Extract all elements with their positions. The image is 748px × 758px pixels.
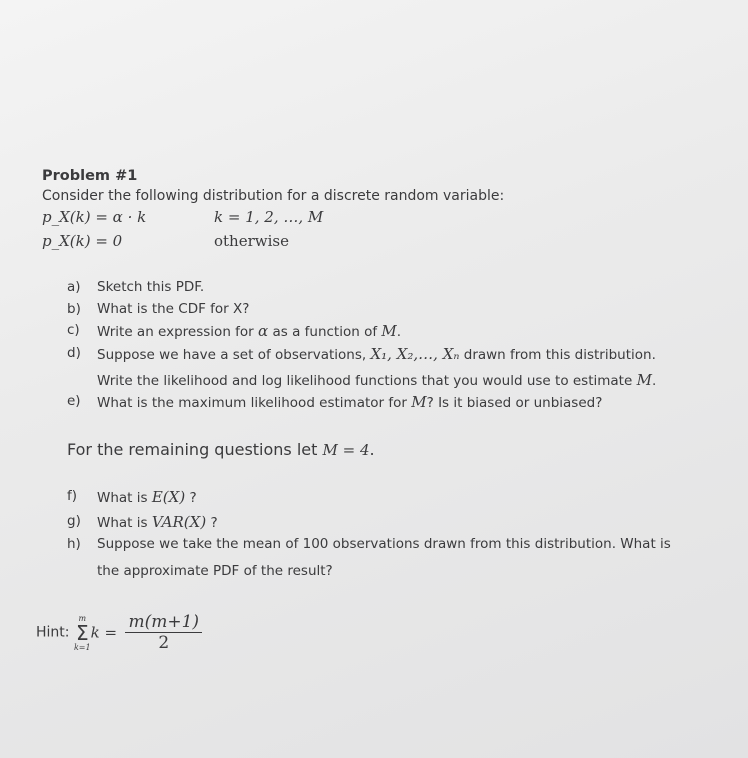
hint-label: Hint: <box>36 624 70 641</box>
question-text-cont: Write the likelihood and log likelihood functions that you would use to estimate M. <box>97 371 657 389</box>
problem-intro: Consider the following distribution for a discrete random variable: <box>42 188 505 204</box>
remaining-note: For the remaining questions let M = 4. <box>67 440 375 459</box>
pmf-expr-1: p_X(k) = α · k <box>42 208 147 226</box>
question-text: Write an expression for α as a function of M. <box>97 322 402 340</box>
question-text: Sketch this PDF. <box>97 279 205 295</box>
question-text: Suppose we have a set of observations, X₁, X₂,…, Xₙ drawn from this distribution. <box>97 345 656 363</box>
question-label: b) <box>67 301 81 317</box>
pmf-cond-1: k = 1, 2, …, M <box>214 208 324 226</box>
question-label: g) <box>67 513 81 529</box>
question-label: h) <box>67 536 81 552</box>
problem-title: Problem #1 <box>42 168 138 184</box>
question-label: e) <box>67 393 81 409</box>
question-label: d) <box>67 345 81 361</box>
question-text: What is the CDF for X? <box>97 301 250 317</box>
pmf-expr-2: p_X(k) = 0 <box>42 232 123 250</box>
summation: m Σ k=1 <box>73 613 91 652</box>
question-label: f) <box>67 488 78 504</box>
fraction: $\frac{m(m+1)}{2}$ <box>125 612 202 653</box>
question-text-cont: the approximate PDF of the result? <box>97 563 333 579</box>
question-text: What is E(X) ? <box>97 488 197 506</box>
pmf-cond-2: otherwise <box>214 232 289 250</box>
question-label: a) <box>67 279 81 295</box>
question-text: What is VAR(X) ? <box>97 513 218 531</box>
question-text: What is the maximum likelihood estimator for M? Is it biased or unbiased? <box>97 393 603 411</box>
hint: Hint: m Σ k=1 k = $\frac{m(m+1)}{2}$ <box>36 612 202 653</box>
question-text: Suppose we take the mean of 100 observations drawn from this distribution. What is <box>97 536 671 552</box>
question-label: c) <box>67 322 80 338</box>
